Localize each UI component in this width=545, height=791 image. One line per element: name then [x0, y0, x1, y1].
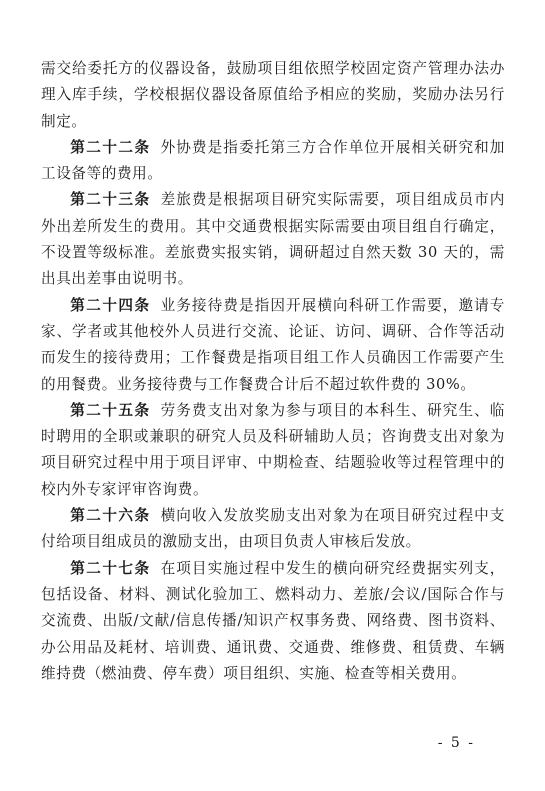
paragraph-text: 差旅费是根据项目研究实际需要，项目组成员市内外出差所发生的费用。其中交通费根据实际需要由项目组自行确定，不设置等级标准。差旅费实报实销，调研超过自然天数 30 天的，需出具出差事由说明书。 — [41, 191, 505, 288]
paragraph-article-24 — [41, 293, 505, 398]
paragraph-article-27 — [41, 556, 505, 687]
page-number: - 5 - — [437, 735, 475, 751]
paragraph-text: 劳务费支出对象为参与项目的本科生、研究生、临时聘用的全职或兼职的研究人员及科研辅助人员；咨询费支出对象为项目研究过程中用于项目评审、中期检查、结题验收等过程管理中的校内外专家评审咨询费。 — [41, 401, 505, 498]
article-number: 第二十五条 — [70, 401, 151, 419]
article-number: 第二十二条 — [70, 138, 151, 156]
article-number: 第二十三条 — [70, 191, 151, 209]
paragraph-article-23 — [41, 187, 505, 292]
paragraph-text: 在项目实施过程中发生的横向研究经费据实列支，包括设备、材料、测试化验加工、燃料动力、差旅/会议/国际合作与交流费、出版/文献/信息传播/知识产权事务费、网络费、图书资料、办公用品及耗材、培训费、通讯费、交通费、维修费、租赁费、车辆维持费（燃油费、停车费）项目组织、实施、检查等相关费用。 — [41, 559, 505, 682]
paragraph-article-26 — [41, 503, 505, 556]
article-number: 第二十四条 — [70, 296, 151, 314]
paragraph-text: 需交给委托方的仪器设备，鼓励项目组依照学校固定资产管理办法办理入库手续，学校根据仪器设备原值给予相应的奖励，奖励办法另行制定。 — [41, 60, 505, 130]
paragraph-text: 外协费是指委托第三方合作单位开展相关研究和加工设备等的费用。 — [41, 138, 505, 183]
article-number: 第二十七条 — [70, 559, 151, 577]
paragraph-text: 横向收入发放奖励支出对象为在项目研究过程中支付给项目组成员的激励支出，由项目负责人审核后发放。 — [41, 507, 505, 551]
document-body — [41, 56, 505, 687]
article-number: 第二十六条 — [70, 507, 151, 525]
paragraph-continuation — [41, 56, 505, 135]
paragraph-article-22 — [41, 135, 505, 188]
paragraph-text: 业务接待费是指因开展横向科研工作需要，邀请专家、学者或其他校外人员进行交流、论证、访问、调研、合作等活动而发生的接待费用；工作餐费是指项目组工作人员确因工作需要产生的用餐费。业务接待费与工作餐费合计后不超过软件费的 30%。 — [41, 296, 505, 393]
paragraph-article-25 — [41, 398, 505, 503]
